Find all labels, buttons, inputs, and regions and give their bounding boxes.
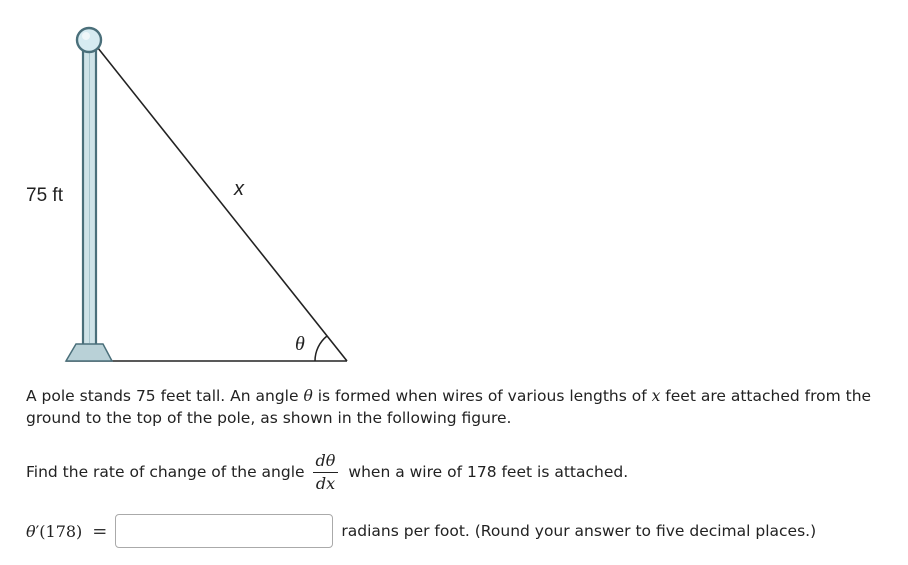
angle-arc <box>315 336 327 361</box>
answer-input[interactable] <box>115 514 333 548</box>
pole <box>83 48 96 345</box>
x-variable: x <box>651 387 661 405</box>
statement-text-1: A pole stands 75 feet tall. An angle <box>26 387 304 405</box>
angle-theta-label: θ <box>295 333 305 355</box>
wire-line <box>90 38 347 361</box>
height-label: 75 ft <box>26 185 63 206</box>
pole-base <box>66 344 112 361</box>
problem-statement <box>26 385 896 429</box>
answer-theta: θ <box>26 521 36 541</box>
answer-units-note: radians per foot. (Round your answer to five decimal places.) <box>341 522 817 540</box>
fraction-numerator: dθ <box>313 451 339 473</box>
equals-sign: = <box>92 520 108 542</box>
answer-row <box>26 513 816 549</box>
answer-expression <box>26 522 82 541</box>
hypotenuse-label: x <box>234 178 244 200</box>
rate-suffix: when a wire of 178 feet is attached. <box>348 463 629 481</box>
statement-text-3: feet are attached from the ground to the top of the pole, as shown in the following figure. <box>26 387 872 427</box>
pole-top-knob <box>77 28 101 52</box>
derivative-fraction <box>313 451 339 494</box>
answer-argument: ′(178) <box>35 521 83 541</box>
statement-text-2: is formed when wires of various lengths of <box>312 387 652 405</box>
fraction-denominator: dx <box>315 473 336 493</box>
rate-question <box>26 444 628 500</box>
theta-symbol: θ <box>303 387 313 405</box>
rate-prefix: Find the rate of change of the angle <box>26 463 305 481</box>
